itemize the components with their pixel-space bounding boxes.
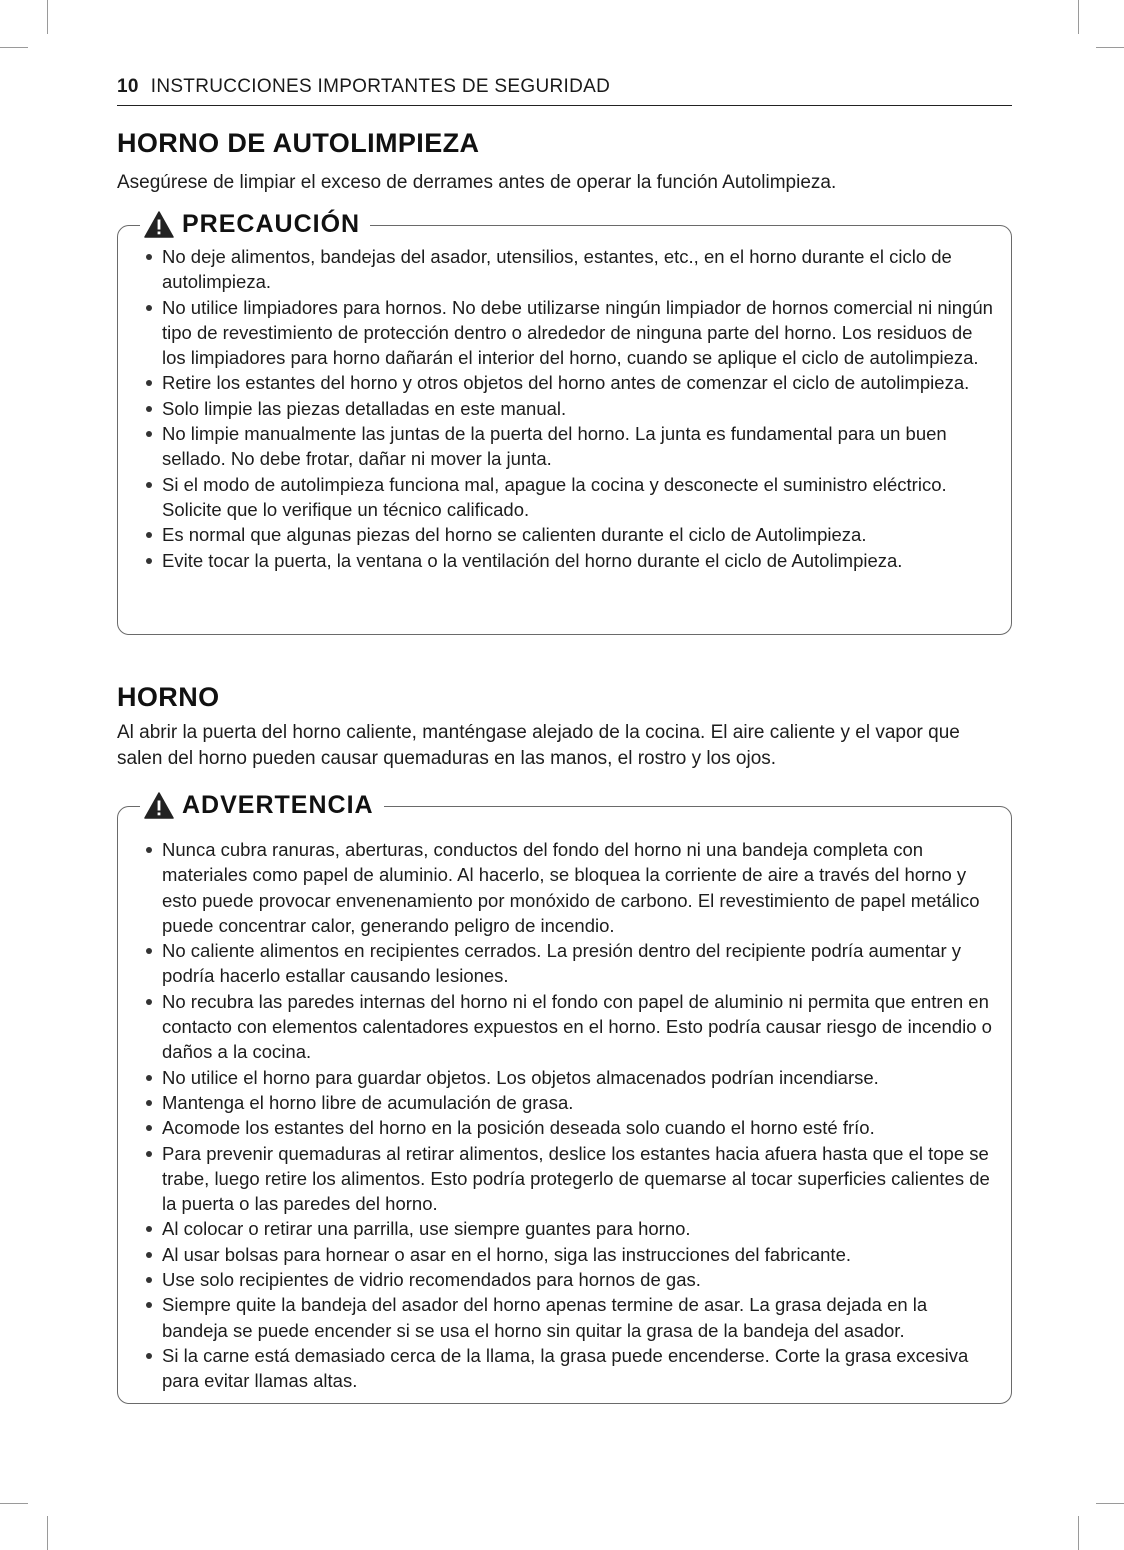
list-item: Solo limpie las piezas detalladas en este manual. — [132, 396, 997, 421]
section-title-oven: HORNO — [117, 682, 220, 712]
list-item: No limpie manualmente las juntas de la puerta del horno. La junta es fundamental para un buen sellado. No debe frotar, dañar ni mover la junta. — [132, 421, 997, 472]
list-item: Evite tocar la puerta, la ventana o la ventilación del horno durante el ciclo de Autolimpieza. — [132, 548, 997, 573]
list-item: No recubra las paredes internas del horno ni el fondo con papel de aluminio ni permita que entren en contacto con elementos calentadores expuestos en el horno. Esto podría causar riesgo de incendio o daños a la cocina. — [132, 989, 997, 1065]
warning-triangle-icon — [144, 211, 174, 238]
header-section-title: INSTRUCCIONES IMPORTANTES DE SEGURIDAD — [150, 76, 611, 97]
list-item: Si el modo de autolimpieza funciona mal, apague la cocina y desconecte el suministro eléctrico. Solicite que lo verifique un técnico calificado. — [132, 472, 997, 523]
page-number: 10 — [117, 76, 139, 97]
list-item: Siempre quite la bandeja del asador del horno apenas termine de asar. La grasa dejada en la bandeja se puede encender si se usa el horno sin quitar la grasa de la bandeja del asador. — [132, 1292, 997, 1343]
list-item: Use solo recipientes de vidrio recomendados para hornos de gas. — [132, 1267, 997, 1292]
crop-mark — [1096, 47, 1124, 48]
page-header — [117, 76, 1012, 106]
list-item: Mantenga el horno libre de acumulación de grasa. — [132, 1090, 997, 1115]
caution-box — [117, 210, 1012, 635]
list-item: No caliente alimentos en recipientes cerrados. La presión dentro del recipiente podría aumentar y podría hacerlo estallar causando lesiones. — [132, 938, 997, 989]
list-item: Al usar bolsas para hornear o asar en el horno, siga las instrucciones del fabricante. — [132, 1242, 997, 1267]
warning-triangle-icon — [144, 792, 174, 819]
section-intro-oven: Al abrir la puerta del horno caliente, manténgase alejado de la cocina. El aire caliente y el vapor que salen del horno pueden causar quemaduras en las manos, el rostro y los ojos. — [117, 722, 960, 769]
list-item: No utilice limpiadores para hornos. No debe utilizarse ningún limpiador de hornos comercial ni ningún tipo de revestimiento de protección dentro o alrededor de ninguna parte del horno. Los residuos de los limpiadores para horno dañarán el interior del horno, cuando se aplique el ciclo de autolimpieza. — [132, 295, 997, 371]
list-item: No utilice el horno para guardar objetos. Los objetos almacenados podrían incendiarse. — [132, 1065, 997, 1090]
list-item: Es normal que algunas piezas del horno se calienten durante el ciclo de Autolimpieza. — [132, 522, 997, 547]
caution-label — [140, 206, 370, 242]
crop-mark — [1078, 0, 1079, 34]
list-item: Nunca cubra ranuras, aberturas, conductos del fondo del horno ni una bandeja completa con materiales como papel de aluminio. Al hacerlo, se bloquea la corriente de aire a través del horno y esto puede provocar envenenamiento por monóxido de carbono. El revestimiento de papel metálico puede concentrar calor, generando peligro de incendio. — [132, 837, 997, 938]
warning-list — [132, 837, 997, 1394]
crop-mark — [0, 47, 28, 48]
warning-label-text: ADVERTENCIA — [182, 791, 374, 819]
list-item: Al colocar o retirar una parrilla, use siempre guantes para horno. — [132, 1216, 997, 1241]
crop-mark — [1096, 1503, 1124, 1504]
section-intro-self-clean: Asegúrese de limpiar el exceso de derrames antes de operar la función Autolimpieza. — [117, 172, 837, 193]
list-item: Retire los estantes del horno y otros objetos del horno antes de comenzar el ciclo de autolimpieza. — [132, 370, 997, 395]
list-item: No deje alimentos, bandejas del asador, utensilios, estantes, etc., en el horno durante el ciclo de autolimpieza. — [132, 244, 997, 295]
caution-label-text: PRECAUCIÓN — [182, 210, 361, 238]
crop-mark — [47, 0, 48, 34]
caution-list — [132, 244, 997, 573]
crop-mark — [47, 1516, 48, 1550]
list-item: Para prevenir quemaduras al retirar alimentos, deslice los estantes hacia afuera hasta que el tope se trabe, luego retire los alimentos. Esto podría protegerlo de quemarse al tocar superficies calientes de la puerta o las paredes del horno. — [132, 1141, 997, 1217]
crop-mark — [1078, 1516, 1079, 1550]
section-title-self-clean: HORNO DE AUTOLIMPIEZA — [117, 128, 480, 158]
warning-label — [140, 787, 384, 823]
list-item: Acomode los estantes del horno en la posición deseada solo cuando el horno esté frío. — [132, 1115, 997, 1140]
warning-box — [117, 791, 1012, 1404]
list-item: Si la carne está demasiado cerca de la llama, la grasa puede encenderse. Corte la grasa excesiva para evitar llamas altas. — [132, 1343, 997, 1394]
crop-mark — [0, 1503, 28, 1504]
